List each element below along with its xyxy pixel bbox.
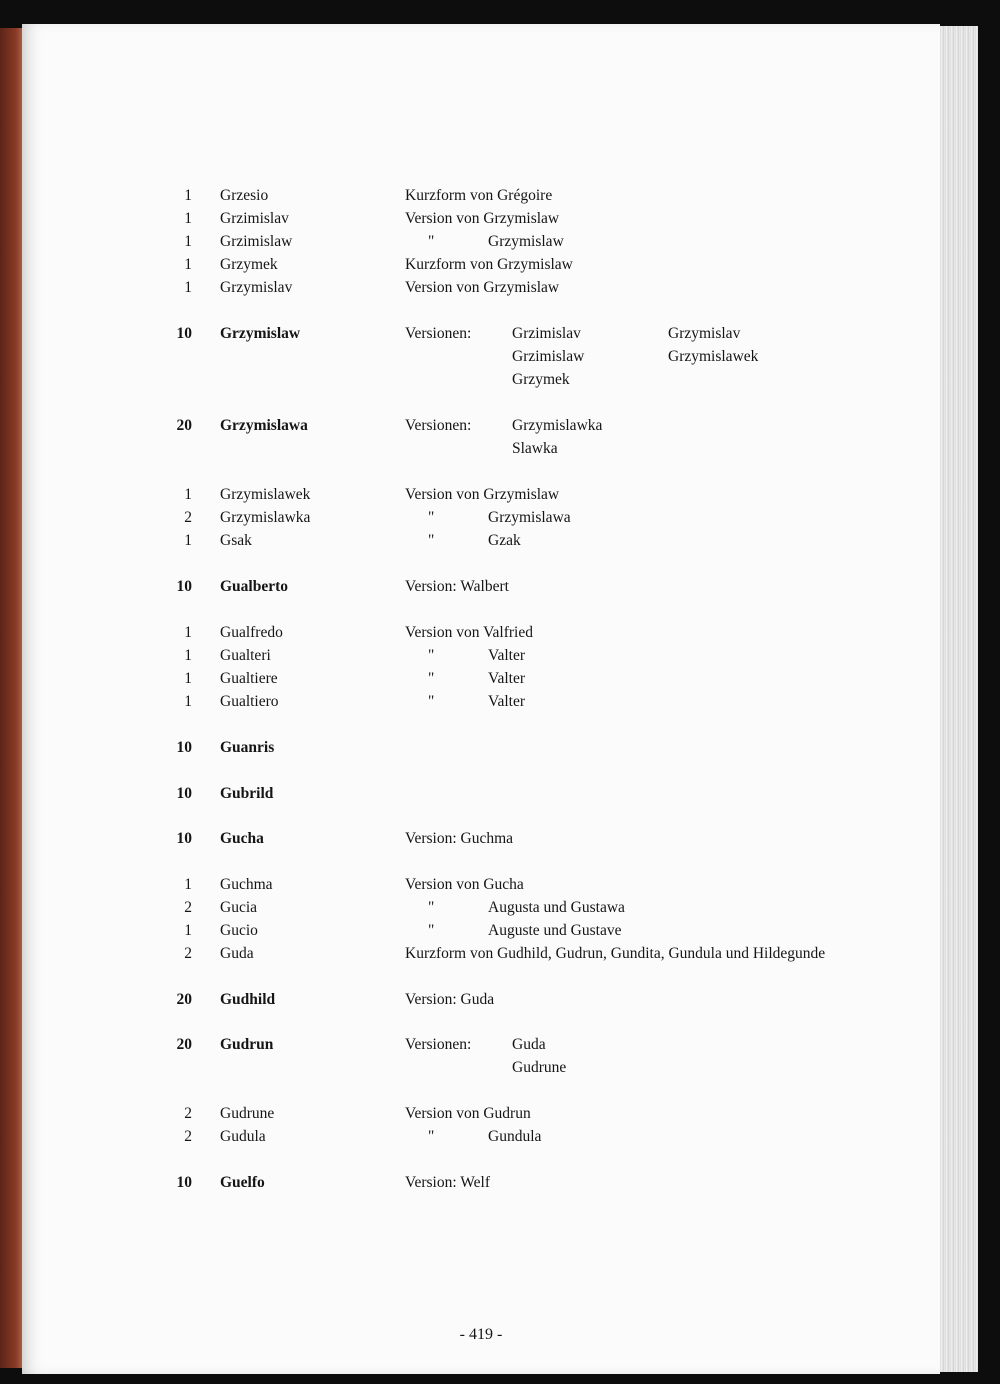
entry-name: Gudhild (220, 991, 276, 1008)
entry-count: 1 (184, 233, 192, 250)
list-item (22, 232, 940, 256)
ditto-mark: " (428, 233, 435, 250)
entry-description: Version: Guchma (405, 830, 514, 847)
entry-description: Grzymislaw (488, 233, 564, 250)
entry-count: 1 (184, 210, 192, 227)
entry-name: Grzimislaw (220, 233, 293, 250)
entry-count: 1 (184, 187, 192, 204)
entry-count: 10 (176, 785, 192, 802)
entry-description: Valter (488, 647, 526, 664)
list-item (22, 324, 940, 388)
entry-count: 1 (184, 876, 192, 893)
entry-name: Guchma (220, 876, 273, 893)
list-item (22, 1127, 940, 1151)
list-item (22, 209, 940, 233)
entry-name: Gualberto (220, 578, 289, 595)
entry-count: 1 (184, 693, 192, 710)
entry-count: 10 (176, 830, 192, 847)
entry-version: Slawka (512, 440, 558, 457)
ditto-mark: " (428, 1128, 435, 1145)
list-item (22, 1173, 940, 1197)
entry-count: 20 (176, 417, 192, 434)
entry-version: Grzymislawek (668, 348, 759, 365)
list-item (22, 577, 940, 601)
entry-description: Grzymislawa (488, 509, 571, 526)
entry-count: 2 (184, 945, 192, 962)
list-item (22, 990, 940, 1014)
entry-name: Guanris (220, 739, 275, 756)
entry-count: 1 (184, 922, 192, 939)
ditto-mark: " (428, 693, 435, 710)
entry-description: Version: Welf (405, 1174, 490, 1191)
list-item (22, 875, 940, 899)
entry-name: Gualtiere (220, 670, 278, 687)
entry-count: 20 (176, 1036, 192, 1053)
entry-count: 2 (184, 1105, 192, 1122)
entry-name: Grzymislawek (220, 486, 311, 503)
list-item (22, 416, 940, 457)
entry-count: 1 (184, 486, 192, 503)
list-item (22, 278, 940, 302)
entry-description: Version von Grzymislaw (405, 486, 560, 503)
entry-name: Gsak (220, 532, 252, 549)
entry-description: Auguste und Gustave (488, 922, 622, 939)
entry-count: 10 (176, 578, 192, 595)
entry-label: Versionen: (405, 1036, 472, 1053)
entry-count: 10 (176, 739, 192, 756)
entry-description: Gundula (488, 1128, 542, 1145)
entry-name: Grzymislawa (220, 417, 308, 434)
entry-version: Grzymislav (668, 325, 741, 342)
entry-count: 1 (184, 670, 192, 687)
list-item (22, 508, 940, 532)
list-item (22, 1104, 940, 1128)
entry-description: Version von Gucha (405, 876, 524, 893)
entry-description: Valter (488, 670, 526, 687)
entry-version: Grzymislawka (512, 417, 603, 434)
entry-count: 1 (184, 279, 192, 296)
entry-name: Grzimislav (220, 210, 289, 227)
entry-count: 1 (184, 532, 192, 549)
ditto-mark: " (428, 899, 435, 916)
list-item (22, 531, 940, 555)
entry-count: 1 (184, 647, 192, 664)
entry-count: 1 (184, 256, 192, 273)
entry-count: 20 (176, 991, 192, 1008)
ditto-mark: " (428, 922, 435, 939)
list-item (22, 898, 940, 922)
entry-name: Gualtiero (220, 693, 279, 710)
entry-description: Kurzform von Gudhild, Gudrun, Gundita, Gundula und Hildegunde (405, 945, 826, 962)
entry-count: 2 (184, 899, 192, 916)
entry-count: 1 (184, 624, 192, 641)
list-item (22, 485, 940, 509)
entry-description: Valter (488, 693, 526, 710)
list-item (22, 669, 940, 693)
page-number: - 419 - (459, 1326, 503, 1343)
list-item (22, 944, 940, 968)
entry-name: Guda (220, 945, 254, 962)
entry-description: Version von Gudrun (405, 1105, 531, 1122)
entry-description: Kurzform von Grzymislaw (405, 256, 573, 273)
list-item (22, 738, 940, 762)
entry-version: Grzimislaw (512, 348, 585, 365)
entry-name: Gucha (220, 830, 264, 847)
entry-count: 2 (184, 1128, 192, 1145)
entry-name: Grzymislaw (220, 325, 301, 342)
entry-name: Gudula (220, 1128, 266, 1145)
entry-version: Grzymek (512, 371, 570, 388)
list-item (22, 646, 940, 670)
ditto-mark: " (428, 532, 435, 549)
entry-name: Gualteri (220, 647, 271, 664)
list-item (22, 255, 940, 279)
entry-count: 2 (184, 509, 192, 526)
entry-version: Grzimislav (512, 325, 581, 342)
ditto-mark: " (428, 509, 435, 526)
ditto-mark: " (428, 670, 435, 687)
list-item (22, 784, 940, 808)
entry-version: Guda (512, 1036, 546, 1053)
entry-description: Kurzform von Grégoire (405, 187, 553, 204)
ditto-mark: " (428, 647, 435, 664)
list-item (22, 1035, 940, 1076)
entry-description: Version: Guda (405, 991, 495, 1008)
entry-name: Gualfredo (220, 624, 283, 641)
entry-name: Grzymek (220, 256, 278, 273)
entry-name: Guelfo (220, 1174, 265, 1191)
entry-count: 10 (176, 1174, 192, 1191)
entry-name: Gubrild (220, 785, 274, 802)
entry-description: Version von Grzymislaw (405, 210, 560, 227)
entry-name: Gudrun (220, 1036, 274, 1053)
list-item (22, 623, 940, 647)
list-item (22, 186, 940, 210)
entry-name: Gucio (220, 922, 258, 939)
entry-name: Grzymislawka (220, 509, 311, 526)
entry-name: Gucia (220, 899, 258, 916)
book-page (22, 24, 940, 1374)
entry-description: Augusta und Gustawa (488, 899, 625, 916)
entry-description: Version von Grzymislaw (405, 279, 560, 296)
list-item (22, 921, 940, 945)
entry-name: Gudrune (220, 1105, 275, 1122)
entry-name: Grzymislav (220, 279, 293, 296)
entry-version: Gudrune (512, 1059, 567, 1076)
entry-label: Versionen: (405, 417, 472, 434)
entry-name: Grzesio (220, 187, 269, 204)
list-item (22, 829, 940, 853)
entry-description: Version: Walbert (405, 578, 509, 595)
entry-description: Gzak (488, 532, 521, 549)
entry-description: Version von Valfried (405, 624, 533, 641)
entry-count: 10 (176, 325, 192, 342)
entry-label: Versionen: (405, 325, 472, 342)
list-item (22, 692, 940, 716)
